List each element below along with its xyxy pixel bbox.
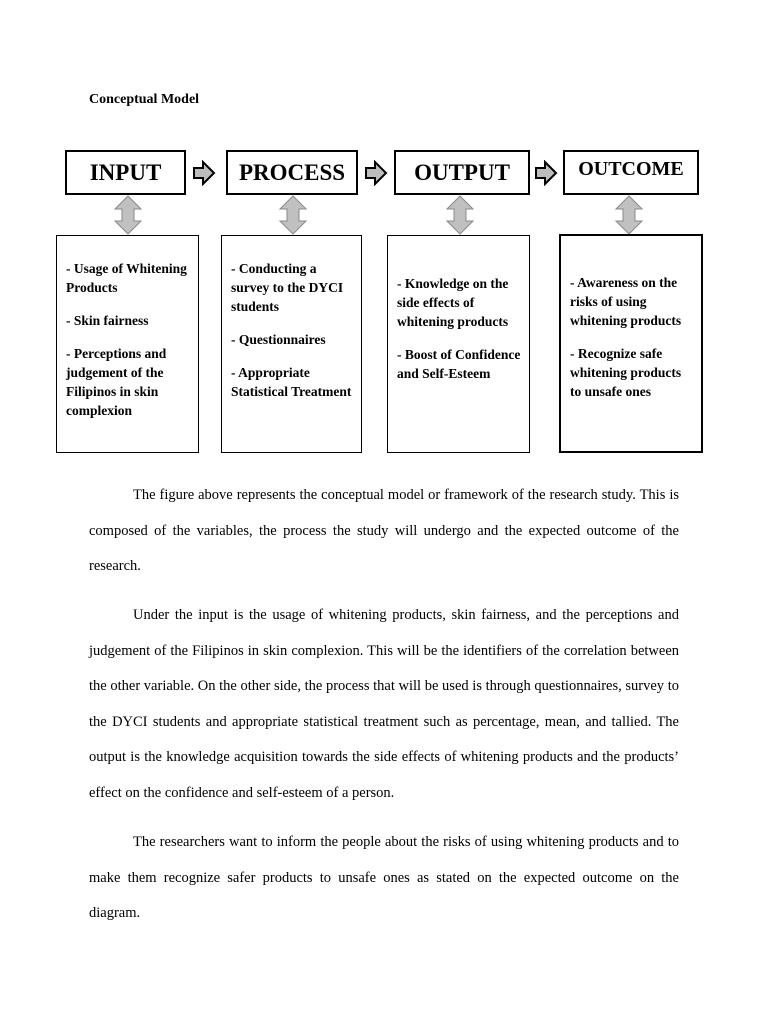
- outcome-content-box: [559, 234, 703, 453]
- double-arrow-vertical-icon: [446, 195, 474, 235]
- process-item: - Appropriate Statistical Treatment: [231, 365, 352, 399]
- output-content-box: [387, 235, 530, 453]
- body-paragraph: [89, 598, 679, 812]
- process-item: - Questionnaires: [231, 332, 326, 347]
- process-title: PROCESS: [238, 159, 346, 185]
- body-paragraph: [89, 825, 679, 932]
- paragraph-text: The figure above represents the conceptual model or framework of the research study. This is composed of the variables, the process the study will undergo and the expected outcome of the research.: [89, 487, 679, 575]
- output-item: - Knowledge on the side effects of whitening products: [397, 276, 509, 329]
- process-content-box: [221, 235, 362, 453]
- input-title: INPUT: [89, 159, 162, 185]
- output-title: OUTPUT: [414, 159, 510, 185]
- input-item: - Skin fairness: [66, 313, 149, 328]
- paragraph-text: The researchers want to inform the people about the risks of using whitening products and to make them recognize safer products to unsafe ones as stated on the expected outcome on the diagram.: [89, 834, 679, 922]
- input-header: [65, 150, 186, 195]
- outcome-title: OUTCOME: [578, 158, 684, 180]
- output-header: [394, 150, 530, 195]
- process-header: [226, 150, 358, 195]
- input-item: - Usage of Whitening Products: [66, 261, 187, 295]
- outcome-item: - Recognize safe whitening products to unsafe ones: [570, 346, 682, 399]
- process-item: - Conducting a survey to the DYCI students: [231, 261, 344, 314]
- double-arrow-vertical-icon: [615, 195, 643, 235]
- double-arrow-vertical-icon: [114, 195, 142, 235]
- arrow-right-icon: [192, 160, 216, 186]
- outcome-header: [563, 150, 699, 195]
- arrow-right-icon: [534, 160, 558, 186]
- page-heading: Conceptual Model: [89, 92, 200, 107]
- arrow-right-icon: [364, 160, 388, 186]
- outcome-item: - Awareness on the risks of using whitening products: [570, 275, 682, 328]
- body-paragraph: [89, 478, 679, 585]
- output-item: - Boost of Confidence and Self-Esteem: [397, 347, 521, 381]
- input-content-box: [56, 235, 199, 453]
- paragraph-text: Under the input is the usage of whitening products, skin fairness, and the perceptions and judgement of the Filipinos in skin complexion. This will be the identifiers of the correlation between the other variable. On the other side, the process that will be used is through questionnaires, survey to the DYCI students and appropriate statistical treatment such as percentage, mean, and tallied. The output is the knowledge acquisition towards the side effects of whitening products and the products’ effect on the confidence and self-esteem of a person.: [89, 607, 679, 801]
- double-arrow-vertical-icon: [279, 195, 307, 235]
- input-item: - Perceptions and judgement of the Filipinos in skin complexion: [66, 346, 167, 418]
